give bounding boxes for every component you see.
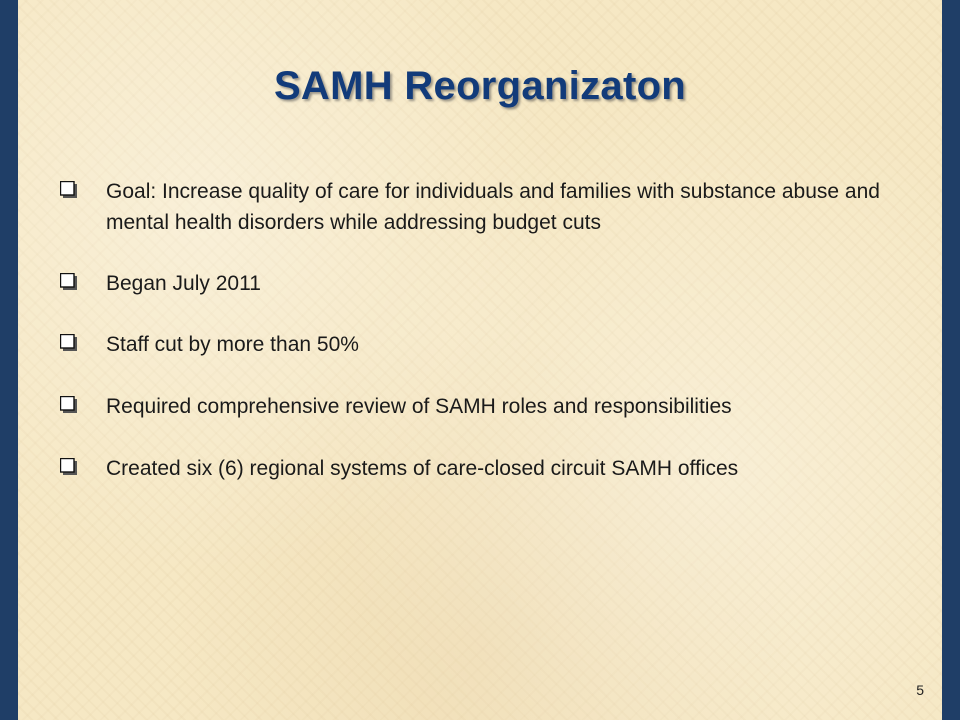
square-bullet-icon bbox=[60, 396, 78, 414]
bullet-item-goal bbox=[60, 176, 920, 238]
bullet-item-began bbox=[60, 268, 920, 299]
bullet-text: Required comprehensive review of SAMH roles and responsibilities bbox=[106, 395, 732, 418]
bullet-text: Goal: Increase quality of care for individuals and families with substance abuse and mental health disorders while addressing budget cuts bbox=[106, 180, 880, 234]
square-bullet-icon bbox=[60, 334, 78, 352]
bullet-text: Staff cut by more than 50% bbox=[106, 333, 359, 356]
bullet-item-staff-cut bbox=[60, 329, 920, 360]
bullet-item-review bbox=[60, 391, 920, 422]
page-number: 5 bbox=[916, 682, 924, 698]
slide-title: SAMH Reorganizaton bbox=[273, 64, 687, 108]
slide-canvas bbox=[18, 0, 942, 720]
square-bullet-icon bbox=[60, 273, 78, 291]
bullet-text: Created six (6) regional systems of care-closed circuit SAMH offices bbox=[106, 457, 739, 480]
square-bullet-icon bbox=[60, 458, 78, 476]
square-bullet-icon bbox=[60, 181, 78, 199]
bullet-text: Began July 2011 bbox=[106, 272, 261, 295]
bullet-list bbox=[60, 176, 920, 484]
bullet-item-regional-systems bbox=[60, 453, 920, 484]
